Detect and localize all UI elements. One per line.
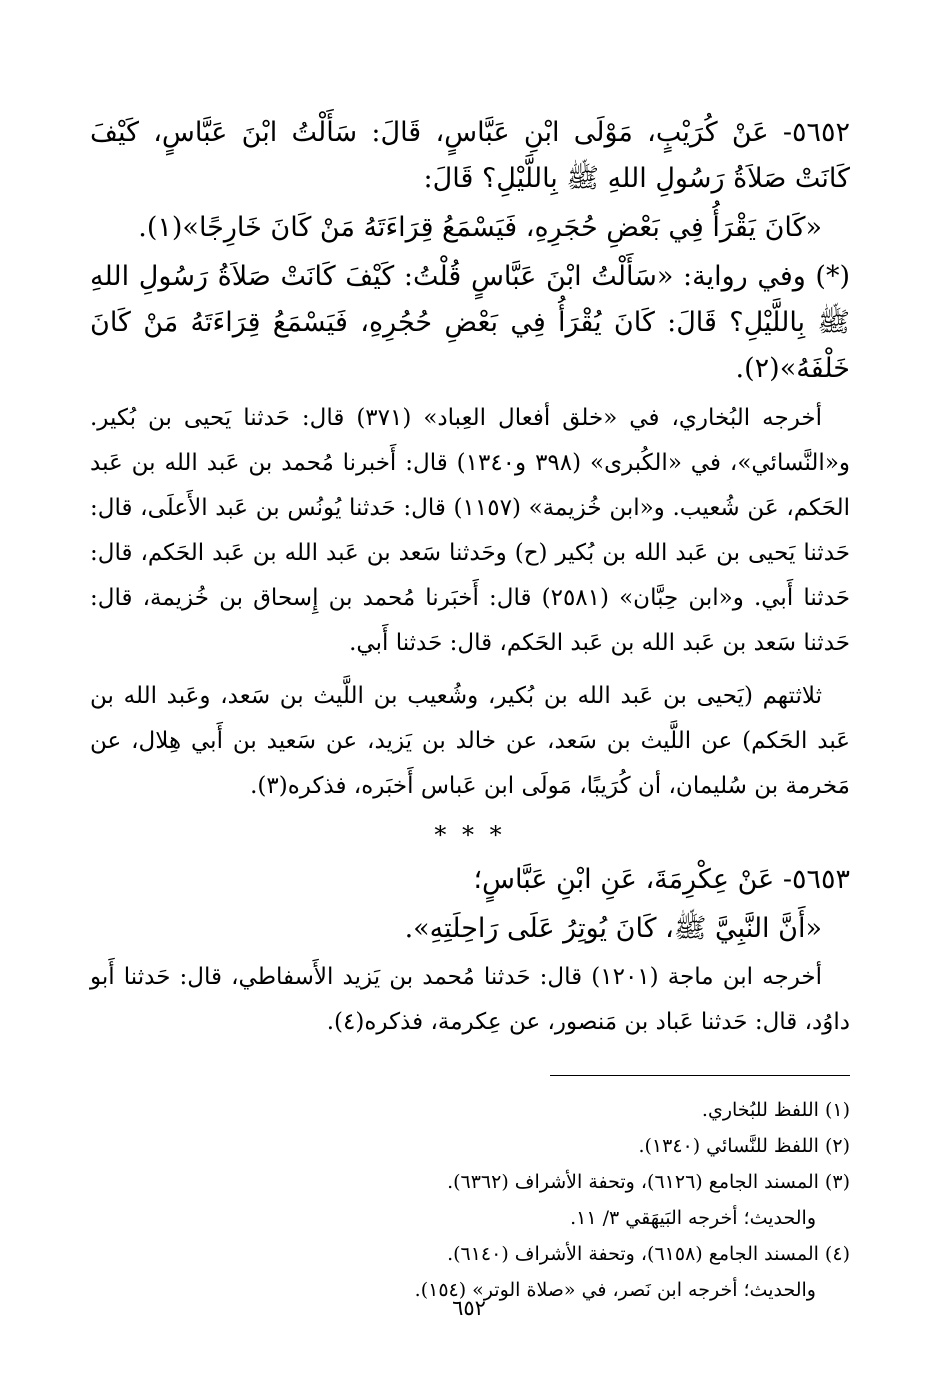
hadith-5653-isnad: ٥٦٥٣- عَنْ عِكْرِمَةَ، عَنِ ابْنِ عَبَّاسٍ؛ <box>473 864 850 895</box>
footnote-4-note: والحديث؛ أخرجه ابن نَصر، في «صلاة الوتر» (١٥٤). <box>414 1279 816 1301</box>
hadith-5652-riwaya: (*) وفي رواية: «سَأَلْتُ ابْنَ عَبَّاسٍ قُلْتُ: كَيْفَ كَانَتْ صَلاَةُ رَسُولِ اللهِ ﷺ بِاللَّيْلِ؟ قَالَ: كَانَ يُقْرَأُ فِي بَعْضِ حُجُرِهِ، فَيَسْمَعُ قِرَاءَتَهُ مَنْ كَانَ خَلْفَهُ»(٢). <box>90 261 850 384</box>
hadith-5652-matn: «كَانَ يَقْرَأُ فِي بَعْضِ حُجَرِهِ، فَيَسْمَعُ قِرَاءَتَهُ مَنْ كَانَ خَارِجًا»(١). <box>138 212 822 243</box>
footnote-2: (٢) اللفظ للنَّسائي (١٣٤٠). <box>638 1135 850 1157</box>
hadith-5652-takhrij-summary: ثلاثتهم (يَحيى بن عَبد الله بن بُكير، وشُعيب بن اللَّيث بن سَعد، وعَبد الله بن عَبد الحَكم) عن اللَّيث بن سَعد، عن خالد بن يَزيد، عن سَعيد بن أَبي هِلال، عن مَخرمة بن سُليمان، أن كُرَيبًا، مَولَى ابن عَباس أَخبَره، فذكره(٣). <box>90 683 850 799</box>
footnote-1: (١) اللفظ للبُخاري. <box>701 1099 850 1121</box>
hadith-5652-isnad: ٥٦٥٢- عَنْ كُرَيْبٍ، مَوْلَى ابْنِ عَبَّاسٍ، قَالَ: سَأَلْتُ ابْنَ عَبَّاسٍ، كَيْفَ كَانَتْ صَلاَةُ رَسُولِ اللهِ ﷺ بِاللَّيْلِ؟ قَالَ: <box>90 117 850 194</box>
footnote-divider <box>550 1075 850 1076</box>
footnotes <box>90 1092 850 1308</box>
footnote-3-note: والحديث؛ أخرجه البَيهَقي ٣/ ١١. <box>570 1207 816 1229</box>
section-separator: * * * <box>434 821 506 849</box>
hadith-5653-matn: «أَنَّ النَّبِيَّ ﷺ، كَانَ يُوتِرُ عَلَى رَاحِلَتِهِ». <box>404 913 822 944</box>
footnote-3: (٣) المسند الجامع (٦١٢٦)، وتحفة الأشراف (٦٣٦٢). <box>447 1171 850 1193</box>
hadith-5652-takhrij: أخرجه البُخاري، في «خلق أفعال العِباد» (٣٧١) قال: حَدثنا يَحيى بن بُكير. و«النَّسائي»، في «الكُبرى» (٣٩٨ و١٣٤٠) قال: أَخبرنا مُحمد بن عَبد الله بن عَبد الحَكم، عَن شُعيب. و«ابن خُزيمة» (١١٥٧) قال: حَدثنا يُونُس بن عَبد الأَعلَى، قال: حَدثنا يَحيى بن عَبد الله بن بُكير (ح) وحَدثنا سَعد بن عَبد الله بن عَبد الحَكم، قال: حَدثنا أَبي. و«ابن حِبَّان» (٢٥٨١) قال: أَخبَرنا مُحمد بن إِسحاق بن خُزيمة، قال: حَدثنا سَعد بن عَبد الله بن عَبد الحَكم، قال: حَدثنا أَبي. <box>90 405 851 656</box>
page-body <box>90 110 850 1308</box>
page-number: ٦٥٢ <box>452 1296 486 1320</box>
hadith-5653-takhrij: أخرجه ابن ماجة (١٢٠١) قال: حَدثنا مُحمد بن يَزيد الأَسفاطي، قال: حَدثنا أَبو داوُد، قال: حَدثنا عَباد بن مَنصور، عن عِكرمة، فذكره(٤). <box>90 964 850 1035</box>
footnote-4: (٤) المسند الجامع (٦١٥٨)، وتحفة الأشراف (٦١٤٠). <box>447 1243 850 1265</box>
